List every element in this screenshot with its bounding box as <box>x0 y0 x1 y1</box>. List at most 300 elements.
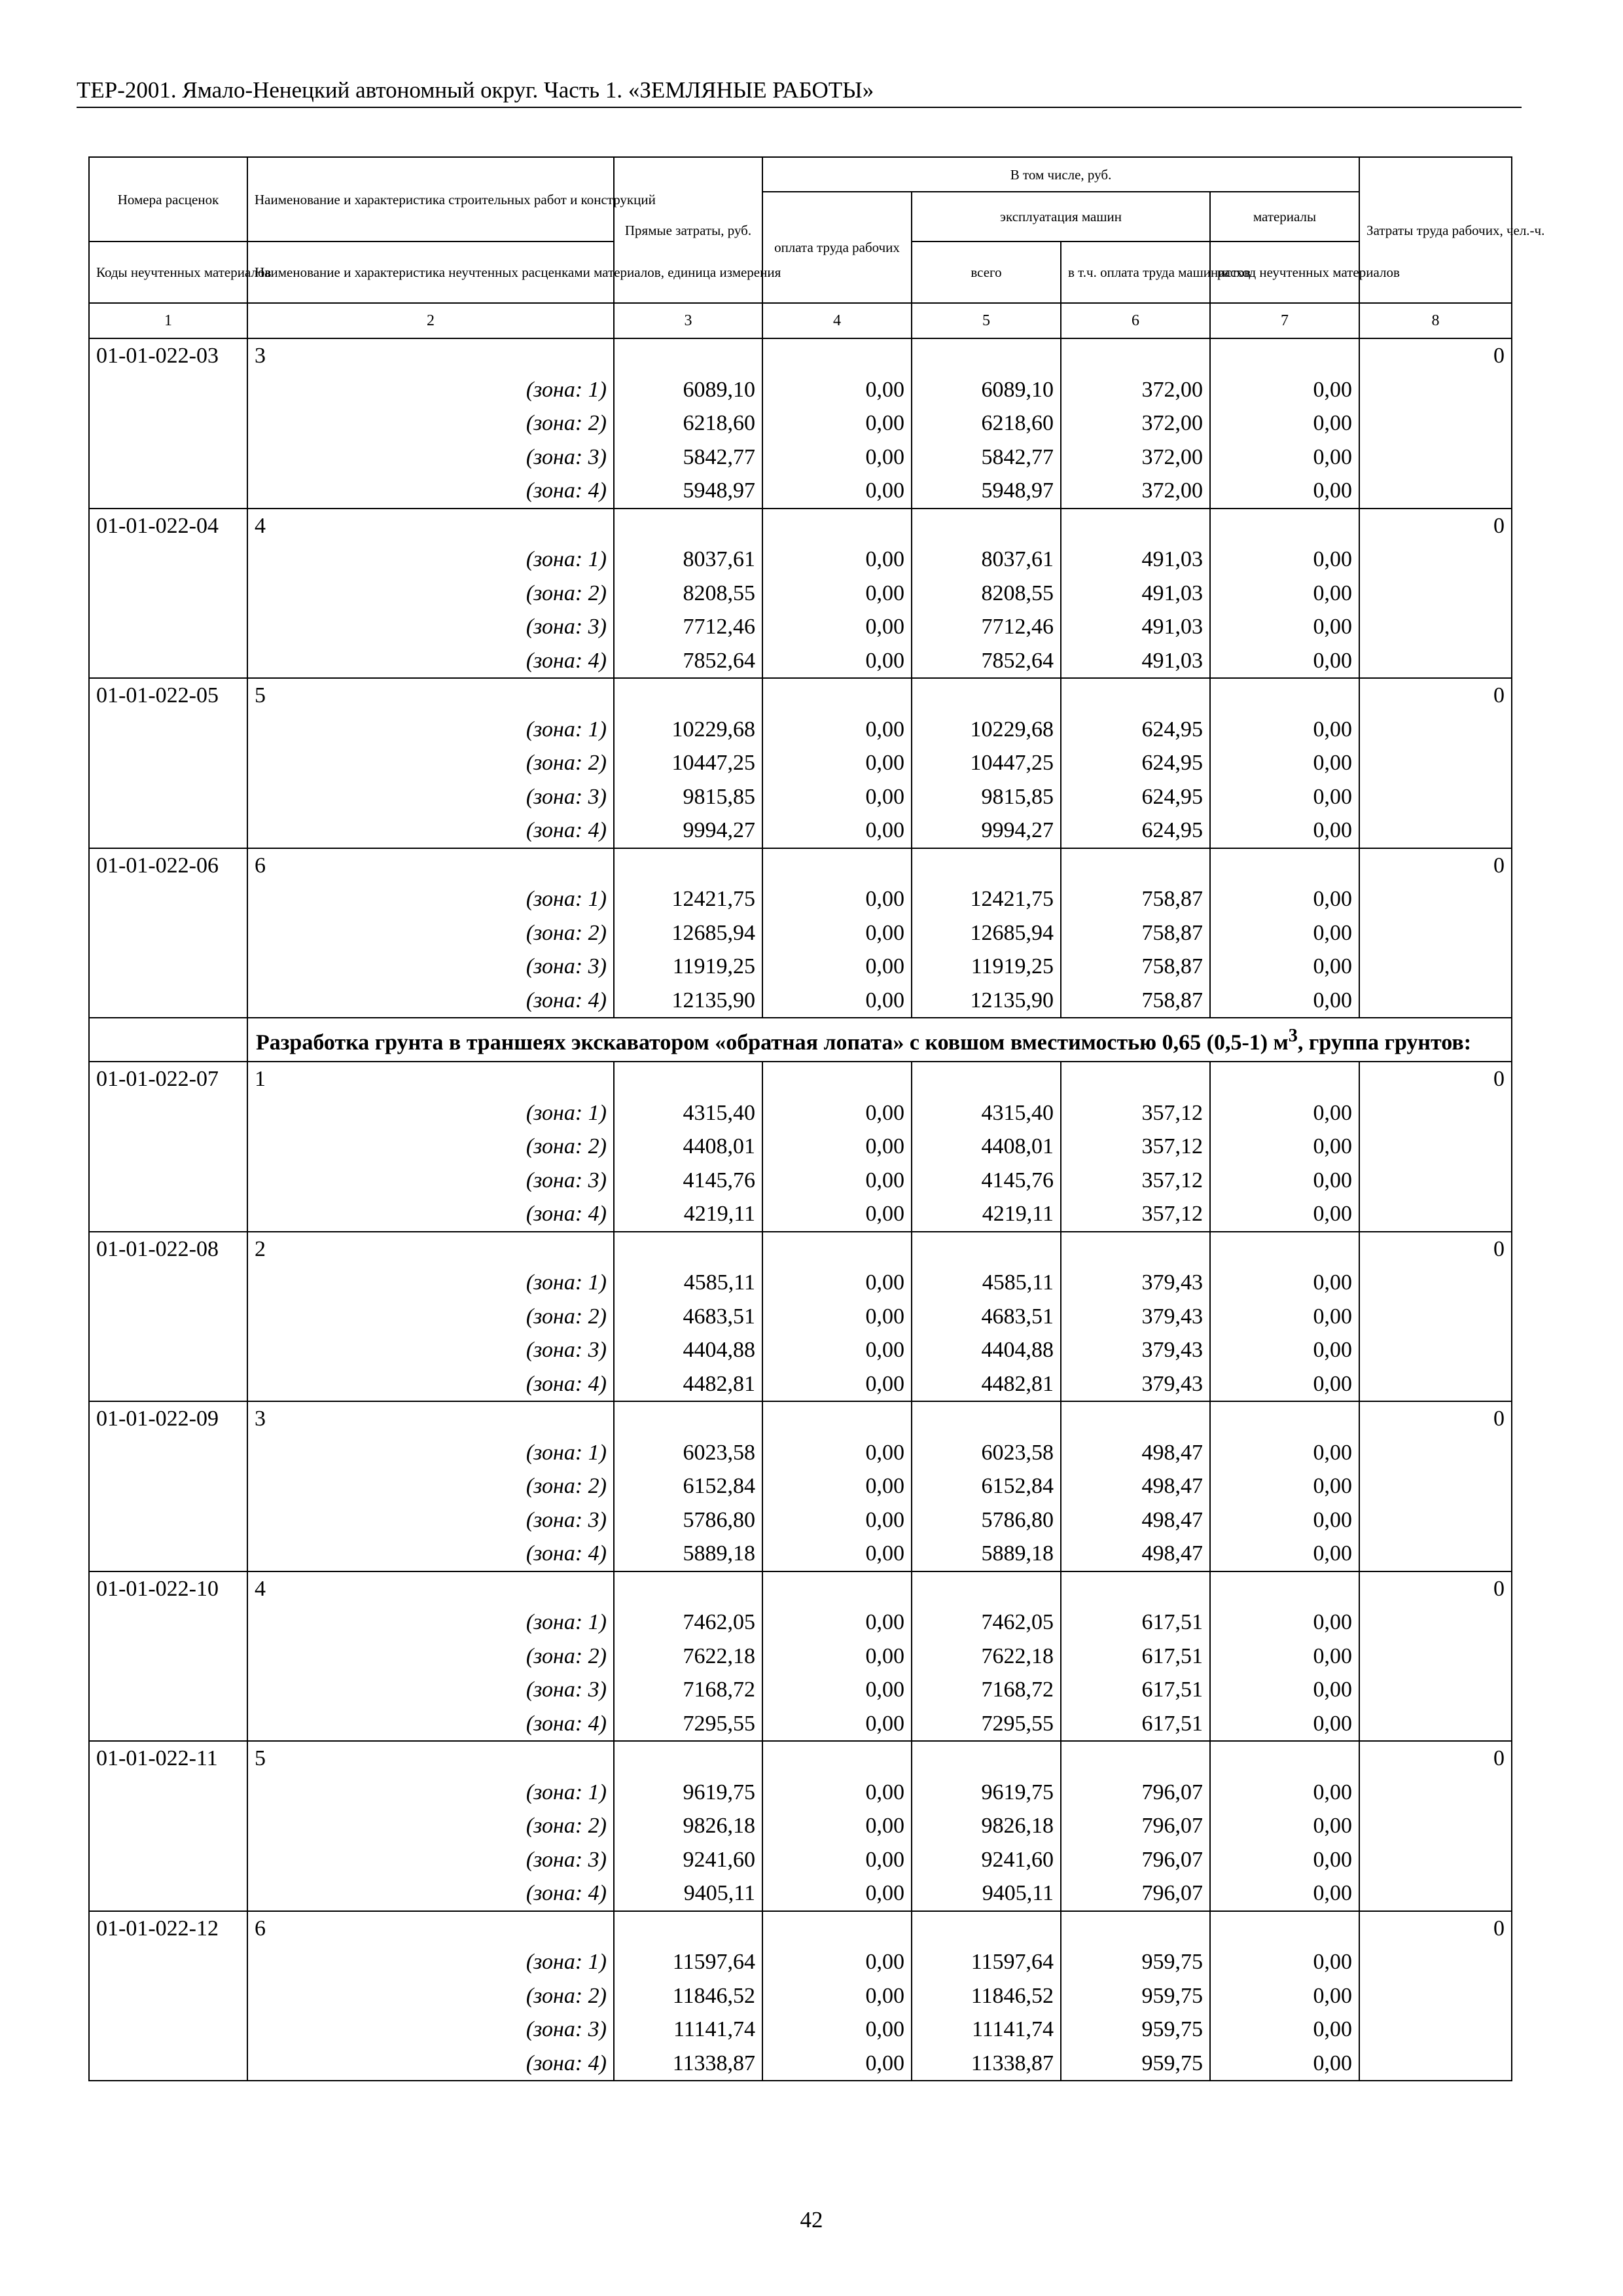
operator-wages: 498,47 <box>1061 1469 1210 1503</box>
machine-total: 6023,58 <box>912 1436 1061 1470</box>
empty-cell <box>1359 2013 1512 2047</box>
material-costs: 0,00 <box>1210 1945 1359 1979</box>
operator-wages: 491,03 <box>1061 644 1210 679</box>
material-costs: 0,00 <box>1210 780 1359 814</box>
direct-costs: 4404,88 <box>614 1333 762 1367</box>
empty-cell <box>89 950 247 984</box>
material-costs: 0,00 <box>1210 373 1359 407</box>
empty-cell <box>614 338 762 373</box>
worker-wages: 0,00 <box>762 780 912 814</box>
empty-cell <box>1359 1945 1512 1979</box>
material-costs: 0,00 <box>1210 610 1359 644</box>
labor-cost: 0 <box>1359 1232 1512 1266</box>
direct-costs: 4482,81 <box>614 1367 762 1402</box>
column-number: 1 <box>89 303 247 338</box>
machine-total: 7295,55 <box>912 1707 1061 1742</box>
zone-row <box>89 1130 1512 1164</box>
table-header <box>89 157 1545 338</box>
empty-cell <box>89 1843 247 1877</box>
empty-cell <box>1210 1911 1359 1946</box>
empty-cell <box>89 746 247 780</box>
empty-cell <box>1359 406 1512 440</box>
zone-label: (зона: 4) <box>247 1367 614 1402</box>
empty-cell <box>1210 1401 1359 1436</box>
zone-label: (зона: 2) <box>247 916 614 950</box>
empty-cell <box>1359 1266 1512 1300</box>
direct-costs: 4408,01 <box>614 1130 762 1164</box>
zone-row <box>89 2013 1512 2047</box>
empty-cell <box>1359 1640 1512 1674</box>
soil-group: 3 <box>247 338 614 373</box>
material-costs: 0,00 <box>1210 984 1359 1018</box>
empty-cell <box>912 1401 1061 1436</box>
header-unaccounted-materials: расход неучтенных материалов <box>1210 242 1359 303</box>
soil-group: 5 <box>247 1741 614 1776</box>
material-costs: 0,00 <box>1210 1300 1359 1334</box>
rate-code-row <box>89 1571 1512 1606</box>
zone-label: (зона: 4) <box>247 814 614 848</box>
direct-costs: 7622,18 <box>614 1640 762 1674</box>
empty-cell <box>762 1571 912 1606</box>
operator-wages: 624,95 <box>1061 746 1210 780</box>
worker-wages: 0,00 <box>762 1197 912 1232</box>
empty-cell <box>89 2013 247 2047</box>
zone-row <box>89 1164 1512 1198</box>
machine-total: 5842,77 <box>912 440 1061 475</box>
machine-total: 11141,74 <box>912 2013 1061 2047</box>
header-machine-operation: эксплуатация машин <box>912 192 1210 242</box>
column-number: 5 <box>912 303 1061 338</box>
empty-cell <box>1061 1911 1210 1946</box>
empty-cell <box>1359 543 1512 577</box>
empty-cell <box>89 373 247 407</box>
empty-cell <box>762 848 912 883</box>
zone-row <box>89 440 1512 475</box>
worker-wages: 0,00 <box>762 1776 912 1810</box>
worker-wages: 0,00 <box>762 814 912 848</box>
worker-wages: 0,00 <box>762 440 912 475</box>
material-costs: 0,00 <box>1210 1843 1359 1877</box>
empty-cell <box>89 1436 247 1470</box>
empty-cell <box>1359 1503 1512 1537</box>
rate-code-row <box>89 1911 1512 1946</box>
empty-cell <box>89 1096 247 1130</box>
empty-cell <box>1359 1876 1512 1911</box>
material-costs: 0,00 <box>1210 1436 1359 1470</box>
column-numbers-row <box>89 303 1512 338</box>
empty-cell <box>89 780 247 814</box>
zone-row <box>89 1673 1512 1707</box>
empty-cell <box>1359 1673 1512 1707</box>
machine-total: 11338,87 <box>912 2047 1061 2081</box>
empty-cell <box>1359 1605 1512 1640</box>
rate-code-row <box>89 1232 1512 1266</box>
direct-costs: 7462,05 <box>614 1605 762 1640</box>
column-number: 4 <box>762 303 912 338</box>
operator-wages: 372,00 <box>1061 373 1210 407</box>
direct-costs: 6152,84 <box>614 1469 762 1503</box>
operator-wages: 796,07 <box>1061 1776 1210 1810</box>
labor-cost: 0 <box>1359 1062 1512 1096</box>
zone-label: (зона: 1) <box>247 373 614 407</box>
empty-cell <box>89 1945 247 1979</box>
empty-cell <box>614 1232 762 1266</box>
machine-total: 10229,68 <box>912 713 1061 747</box>
material-costs: 0,00 <box>1210 1130 1359 1164</box>
direct-costs: 4585,11 <box>614 1266 762 1300</box>
empty-cell <box>1061 1571 1210 1606</box>
worker-wages: 0,00 <box>762 713 912 747</box>
zone-label: (зона: 2) <box>247 746 614 780</box>
rate-code: 01-01-022-03 <box>89 338 247 373</box>
machine-total: 8208,55 <box>912 577 1061 611</box>
empty-cell <box>89 1673 247 1707</box>
rate-code: 01-01-022-09 <box>89 1401 247 1436</box>
zone-row <box>89 746 1512 780</box>
direct-costs: 6218,60 <box>614 406 762 440</box>
empty-cell <box>1359 440 1512 475</box>
worker-wages: 0,00 <box>762 1876 912 1911</box>
material-costs: 0,00 <box>1210 882 1359 916</box>
empty-cell <box>1061 1741 1210 1776</box>
material-costs: 0,00 <box>1210 1164 1359 1198</box>
worker-wages: 0,00 <box>762 1979 912 2013</box>
rate-code: 01-01-022-11 <box>89 1741 247 1776</box>
operator-wages: 959,75 <box>1061 1979 1210 2013</box>
empty-cell <box>1359 474 1512 509</box>
operator-wages: 357,12 <box>1061 1130 1210 1164</box>
machine-total: 7462,05 <box>912 1605 1061 1640</box>
empty-cell <box>1359 610 1512 644</box>
empty-cell <box>1359 916 1512 950</box>
operator-wages: 624,95 <box>1061 713 1210 747</box>
empty-cell <box>89 1876 247 1911</box>
header-including: В том числе, руб. <box>762 157 1359 192</box>
operator-wages: 758,87 <box>1061 916 1210 950</box>
worker-wages: 0,00 <box>762 577 912 611</box>
machine-total: 5948,97 <box>912 474 1061 509</box>
machine-total: 9815,85 <box>912 780 1061 814</box>
empty-cell <box>89 1266 247 1300</box>
worker-wages: 0,00 <box>762 882 912 916</box>
worker-wages: 0,00 <box>762 543 912 577</box>
empty-cell <box>1359 1776 1512 1810</box>
machine-total: 12685,94 <box>912 916 1061 950</box>
zone-label: (зона: 3) <box>247 1843 614 1877</box>
operator-wages: 379,43 <box>1061 1266 1210 1300</box>
zone-row <box>89 1605 1512 1640</box>
machine-total: 4683,51 <box>912 1300 1061 1334</box>
rate-code: 01-01-022-10 <box>89 1571 247 1606</box>
zone-label: (зона: 3) <box>247 780 614 814</box>
empty-cell <box>1210 848 1359 883</box>
material-costs: 0,00 <box>1210 1809 1359 1843</box>
soil-group: 6 <box>247 848 614 883</box>
empty-cell <box>89 1707 247 1742</box>
empty-cell <box>912 1062 1061 1096</box>
operator-wages: 959,75 <box>1061 2047 1210 2081</box>
empty-cell <box>1359 1197 1512 1232</box>
direct-costs: 12685,94 <box>614 916 762 950</box>
empty-cell <box>89 1605 247 1640</box>
zone-row <box>89 950 1512 984</box>
empty-cell <box>1359 1537 1512 1571</box>
machine-total: 11846,52 <box>912 1979 1061 2013</box>
rate-code: 01-01-022-05 <box>89 678 247 713</box>
empty-cell <box>89 1537 247 1571</box>
material-costs: 0,00 <box>1210 1876 1359 1911</box>
zone-label: (зона: 1) <box>247 713 614 747</box>
material-costs: 0,00 <box>1210 1266 1359 1300</box>
empty-cell <box>1359 950 1512 984</box>
empty-cell <box>89 1469 247 1503</box>
zone-row <box>89 1096 1512 1130</box>
section-heading-sup: 3 <box>1288 1026 1298 1046</box>
column-number: 6 <box>1061 303 1210 338</box>
worker-wages: 0,00 <box>762 2047 912 2081</box>
empty-cell <box>1359 984 1512 1018</box>
zone-label: (зона: 1) <box>247 1266 614 1300</box>
empty-cell <box>89 1164 247 1198</box>
zone-row <box>89 1300 1512 1334</box>
operator-wages: 372,00 <box>1061 474 1210 509</box>
direct-costs: 6089,10 <box>614 373 762 407</box>
page-number: 42 <box>800 2207 823 2233</box>
empty-cell <box>1210 1062 1359 1096</box>
empty-cell <box>614 509 762 543</box>
soil-group: 4 <box>247 1571 614 1606</box>
empty-cell <box>89 2047 247 2081</box>
column-number: 7 <box>1210 303 1359 338</box>
direct-costs: 8208,55 <box>614 577 762 611</box>
direct-costs: 4219,11 <box>614 1197 762 1232</box>
material-costs: 0,00 <box>1210 1979 1359 2013</box>
empty-cell <box>89 1333 247 1367</box>
zone-label: (зона: 1) <box>247 1096 614 1130</box>
zone-label: (зона: 2) <box>247 1300 614 1334</box>
empty-cell <box>614 848 762 883</box>
empty-cell <box>912 1232 1061 1266</box>
zone-row <box>89 1640 1512 1674</box>
machine-total: 6218,60 <box>912 406 1061 440</box>
zone-label: (зона: 2) <box>247 406 614 440</box>
zone-label: (зона: 3) <box>247 1503 614 1537</box>
empty-cell <box>912 1571 1061 1606</box>
operator-wages: 617,51 <box>1061 1673 1210 1707</box>
operator-wages: 617,51 <box>1061 1707 1210 1742</box>
zone-row <box>89 1876 1512 1911</box>
empty-cell <box>762 509 912 543</box>
worker-wages: 0,00 <box>762 1300 912 1334</box>
machine-total: 10447,25 <box>912 746 1061 780</box>
zone-row <box>89 1843 1512 1877</box>
zone-label: (зона: 1) <box>247 882 614 916</box>
material-costs: 0,00 <box>1210 713 1359 747</box>
empty-cell <box>1359 1809 1512 1843</box>
worker-wages: 0,00 <box>762 474 912 509</box>
empty-cell <box>912 678 1061 713</box>
empty-cell <box>1210 1232 1359 1266</box>
empty-cell <box>614 1741 762 1776</box>
table-body-part-2 <box>89 1062 1512 2081</box>
operator-wages: 498,47 <box>1061 1537 1210 1571</box>
material-costs: 0,00 <box>1210 2047 1359 2081</box>
empty-cell <box>1359 1843 1512 1877</box>
zone-row <box>89 814 1512 848</box>
rate-code-row <box>89 678 1512 713</box>
zone-label: (зона: 2) <box>247 577 614 611</box>
zone-label: (зона: 3) <box>247 610 614 644</box>
soil-group: 4 <box>247 509 614 543</box>
worker-wages: 0,00 <box>762 1537 912 1571</box>
header-direct-costs: Прямые затраты, руб. <box>614 157 762 303</box>
table-body-part-1 <box>89 338 1512 1018</box>
header-materials: материалы <box>1210 192 1359 242</box>
empty-cell <box>912 848 1061 883</box>
worker-wages: 0,00 <box>762 746 912 780</box>
direct-costs: 5842,77 <box>614 440 762 475</box>
labor-cost: 0 <box>1359 1741 1512 1776</box>
empty-cell <box>1061 338 1210 373</box>
worker-wages: 0,00 <box>762 950 912 984</box>
rates-table <box>88 156 1545 2081</box>
zone-label: (зона: 2) <box>247 1640 614 1674</box>
empty-cell <box>762 1911 912 1946</box>
operator-wages: 498,47 <box>1061 1503 1210 1537</box>
soil-group: 1 <box>247 1062 614 1096</box>
soil-group: 5 <box>247 678 614 713</box>
worker-wages: 0,00 <box>762 1707 912 1742</box>
soil-group: 2 <box>247 1232 614 1266</box>
empty-cell <box>762 1062 912 1096</box>
direct-costs: 11597,64 <box>614 1945 762 1979</box>
direct-costs: 7852,64 <box>614 644 762 679</box>
machine-total: 9241,60 <box>912 1843 1061 1877</box>
operator-wages: 491,03 <box>1061 543 1210 577</box>
empty-cell <box>89 1503 247 1537</box>
zone-label: (зона: 2) <box>247 1979 614 2013</box>
machine-total: 9994,27 <box>912 814 1061 848</box>
empty-cell <box>89 577 247 611</box>
header-material-codes: Коды неучтенных материалов <box>89 242 247 303</box>
zone-row <box>89 1266 1512 1300</box>
section-heading-text: Разработка грунта в траншеях экскаватором «обратная лопата» с ковшом вместимостью 0,65 (0,5-1) м <box>256 1030 1289 1055</box>
zone-label: (зона: 1) <box>247 543 614 577</box>
empty-cell <box>1210 678 1359 713</box>
empty-cell <box>1359 644 1512 679</box>
zone-label: (зона: 4) <box>247 984 614 1018</box>
rate-code: 01-01-022-07 <box>89 1062 247 1096</box>
section-heading <box>247 1018 1512 1062</box>
worker-wages: 0,00 <box>762 1945 912 1979</box>
machine-total: 7168,72 <box>912 1673 1061 1707</box>
labor-cost: 0 <box>1359 848 1512 883</box>
zone-label: (зона: 3) <box>247 440 614 475</box>
operator-wages: 624,95 <box>1061 780 1210 814</box>
empty-cell <box>762 1232 912 1266</box>
zone-label: (зона: 3) <box>247 1673 614 1707</box>
material-costs: 0,00 <box>1210 1640 1359 1674</box>
rate-code-row <box>89 509 1512 543</box>
empty-cell <box>614 1062 762 1096</box>
empty-cell <box>1359 882 1512 916</box>
worker-wages: 0,00 <box>762 406 912 440</box>
worker-wages: 0,00 <box>762 1640 912 1674</box>
labor-cost: 0 <box>1359 1401 1512 1436</box>
header-worker-wages: оплата труда рабочих <box>762 192 912 303</box>
empty-cell <box>89 1197 247 1232</box>
empty-cell <box>89 1979 247 2013</box>
empty-cell <box>89 1776 247 1810</box>
empty-cell <box>1061 1232 1210 1266</box>
machine-total: 5786,80 <box>912 1503 1061 1537</box>
header-work-name: Наименование и характеристика строительных работ и конструкций <box>247 157 614 242</box>
zone-label: (зона: 4) <box>247 2047 614 2081</box>
worker-wages: 0,00 <box>762 1367 912 1402</box>
direct-costs: 12421,75 <box>614 882 762 916</box>
rate-code-row <box>89 848 1512 883</box>
operator-wages: 357,12 <box>1061 1096 1210 1130</box>
section-empty-cell <box>89 1018 247 1062</box>
machine-total: 4404,88 <box>912 1333 1061 1367</box>
labor-cost: 0 <box>1359 1571 1512 1606</box>
header-labor-costs: Затраты труда рабочих, чел.-ч. <box>1359 157 1512 303</box>
empty-cell <box>1359 1130 1512 1164</box>
material-costs: 0,00 <box>1210 577 1359 611</box>
empty-cell <box>1210 509 1359 543</box>
worker-wages: 0,00 <box>762 1503 912 1537</box>
operator-wages: 491,03 <box>1061 577 1210 611</box>
zone-label: (зона: 1) <box>247 1605 614 1640</box>
direct-costs: 9241,60 <box>614 1843 762 1877</box>
zone-label: (зона: 2) <box>247 1809 614 1843</box>
zone-label: (зона: 2) <box>247 1469 614 1503</box>
direct-costs: 4145,76 <box>614 1164 762 1198</box>
material-costs: 0,00 <box>1210 746 1359 780</box>
machine-total: 6089,10 <box>912 373 1061 407</box>
zone-row <box>89 916 1512 950</box>
empty-cell <box>762 678 912 713</box>
labor-cost: 0 <box>1359 509 1512 543</box>
zone-row <box>89 406 1512 440</box>
zone-row <box>89 780 1512 814</box>
direct-costs: 10447,25 <box>614 746 762 780</box>
empty-cell <box>89 1809 247 1843</box>
direct-costs: 4315,40 <box>614 1096 762 1130</box>
empty-cell <box>1359 713 1512 747</box>
direct-costs: 7295,55 <box>614 1707 762 1742</box>
worker-wages: 0,00 <box>762 916 912 950</box>
empty-cell <box>1359 1164 1512 1198</box>
empty-cell <box>1359 1469 1512 1503</box>
operator-wages: 379,43 <box>1061 1300 1210 1334</box>
machine-total: 9826,18 <box>912 1809 1061 1843</box>
empty-cell <box>614 678 762 713</box>
labor-cost: 0 <box>1359 338 1512 373</box>
zone-row <box>89 577 1512 611</box>
worker-wages: 0,00 <box>762 1843 912 1877</box>
empty-cell <box>1061 848 1210 883</box>
zone-label: (зона: 3) <box>247 2013 614 2047</box>
zone-label: (зона: 1) <box>247 1776 614 1810</box>
material-costs: 0,00 <box>1210 1707 1359 1742</box>
direct-costs: 7712,46 <box>614 610 762 644</box>
zone-label: (зона: 4) <box>247 1537 614 1571</box>
zone-label: (зона: 1) <box>247 1436 614 1470</box>
labor-cost: 0 <box>1359 678 1512 713</box>
material-costs: 0,00 <box>1210 1503 1359 1537</box>
zone-row <box>89 1469 1512 1503</box>
